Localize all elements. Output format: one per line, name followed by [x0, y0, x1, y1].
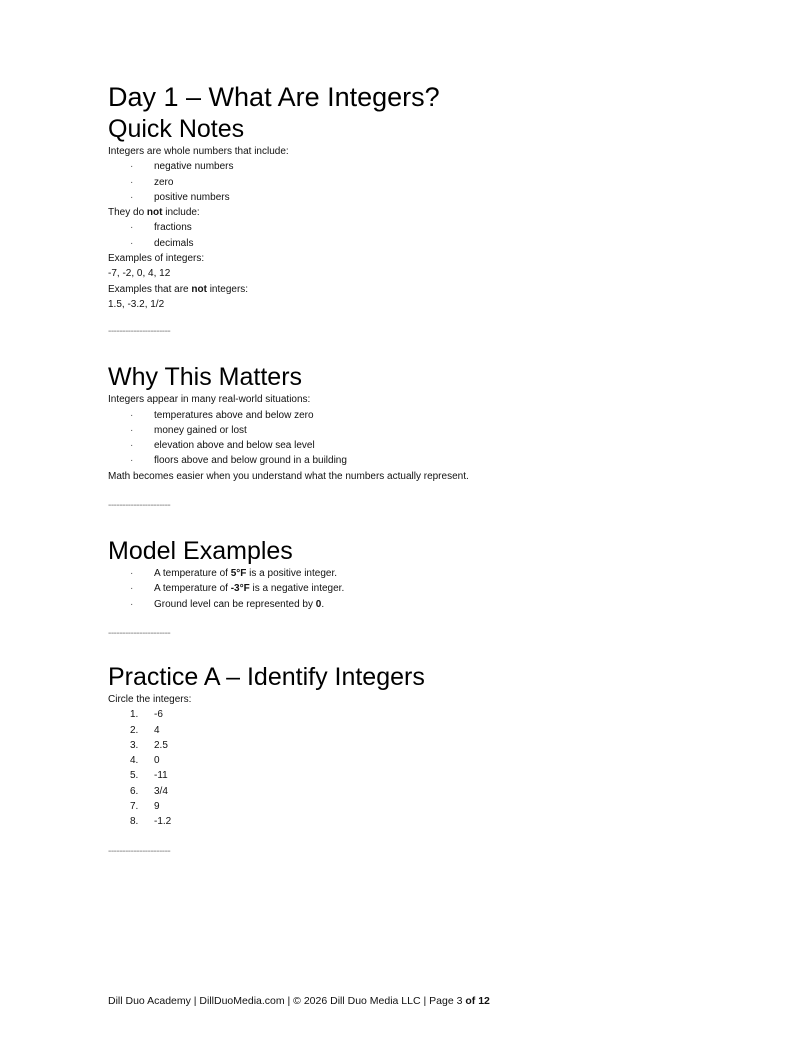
- item-number: 1.: [130, 709, 139, 721]
- practice-heading: Practice A – Identify Integers: [108, 662, 425, 691]
- item-value: 9: [154, 801, 160, 813]
- bold-text: 0: [315, 598, 322, 610]
- text-segment: Ground level can be represented by: [154, 598, 316, 610]
- list-item: · floors above and below ground in a building: [108, 453, 748, 468]
- examples-label: Examples of integers:: [108, 253, 205, 265]
- why-closing: Math becomes easier when you understand what the numbers actually represent.: [108, 470, 469, 482]
- nonexamples-label: [108, 282, 748, 297]
- item-number: 6.: [130, 785, 139, 797]
- text-segment: A temperature of: [154, 568, 231, 580]
- list-item: [108, 768, 748, 783]
- document-page: [108, 80, 748, 858]
- bold-text: not: [146, 207, 163, 219]
- list-item: [108, 566, 748, 581]
- excludes-list: [108, 220, 748, 251]
- examples-values: -7, -2, 0, 4, 12: [108, 268, 171, 280]
- item-value: 4: [154, 724, 160, 736]
- text-segment: Examples that are: [108, 283, 192, 295]
- list-item: [108, 784, 748, 799]
- item-number: 2.: [130, 724, 139, 736]
- section-divider: ----------------------: [108, 500, 171, 512]
- page-title: Day 1 – What Are Integers?: [108, 82, 440, 112]
- item-value: 2.5: [154, 739, 168, 751]
- footer-text: Dill Duo Academy | DillDuoMedia.com | © 2026 Dill Duo Media LLC |: [108, 995, 430, 1007]
- footer-page-total: 12: [478, 995, 490, 1007]
- list-item: · decimals: [108, 236, 748, 251]
- list-item: [108, 597, 748, 612]
- section-divider: ----------------------: [108, 326, 171, 338]
- section-divider: ----------------------: [108, 845, 171, 857]
- text-segment: .: [321, 598, 325, 610]
- list-item: [108, 707, 748, 722]
- item-value: -1.2: [154, 816, 172, 828]
- practice-list: [108, 707, 748, 829]
- nonexamples-values: 1.5, -3.2, 1/2: [108, 298, 165, 310]
- list-item: · elevation above and below sea level: [108, 438, 748, 453]
- bold-text: 5°F: [230, 568, 247, 580]
- text-segment: is a negative integer.: [249, 583, 345, 595]
- why-intro: Integers appear in many real-world situations:: [108, 394, 311, 406]
- quick-notes-intro: Integers are whole numbers that include:: [108, 146, 289, 157]
- not-include-line: [108, 205, 748, 220]
- bold-text: not: [191, 283, 207, 295]
- section-divider: ----------------------: [108, 627, 171, 639]
- item-value: 0: [154, 755, 160, 767]
- item-value: 3/4: [154, 785, 168, 797]
- model-heading: Model Examples: [108, 537, 293, 566]
- list-item: · fractions: [108, 220, 748, 235]
- why-list: [108, 408, 748, 469]
- quick-notes-heading: Quick Notes: [108, 115, 245, 143]
- item-value: -11: [154, 770, 168, 782]
- item-number: 7.: [130, 801, 139, 813]
- list-item: [108, 814, 748, 829]
- list-item: · negative numbers: [108, 159, 748, 174]
- list-item: [108, 799, 748, 814]
- list-item: [108, 723, 748, 738]
- footer-page-label: Page: [429, 995, 457, 1007]
- text-segment: is a positive integer.: [246, 568, 337, 580]
- why-heading: Why This Matters: [108, 363, 303, 392]
- list-item: · positive numbers: [108, 190, 748, 205]
- text-segment: include:: [162, 207, 200, 219]
- list-item: [108, 753, 748, 768]
- text-segment: They do: [108, 207, 147, 219]
- item-number: 5.: [130, 770, 139, 782]
- page-footer: [108, 995, 490, 1007]
- list-item: [108, 738, 748, 753]
- list-item: · money gained or lost: [108, 423, 748, 438]
- text-segment: integers:: [206, 283, 249, 295]
- list-item: · temperatures above and below zero: [108, 408, 748, 423]
- text-segment: A temperature of: [154, 583, 231, 595]
- list-item: · zero: [108, 175, 748, 190]
- item-value: -6: [154, 709, 163, 721]
- includes-list: [108, 159, 748, 205]
- bold-text: -3°F: [230, 583, 250, 595]
- item-number: 3.: [130, 739, 139, 751]
- footer-of: of: [462, 995, 479, 1007]
- item-number: 4.: [130, 755, 139, 767]
- practice-instruction: Circle the integers:: [108, 693, 192, 705]
- model-list: [108, 566, 748, 612]
- footer-page-number: 3: [456, 995, 463, 1007]
- list-item: [108, 581, 748, 596]
- item-number: 8.: [130, 816, 139, 828]
